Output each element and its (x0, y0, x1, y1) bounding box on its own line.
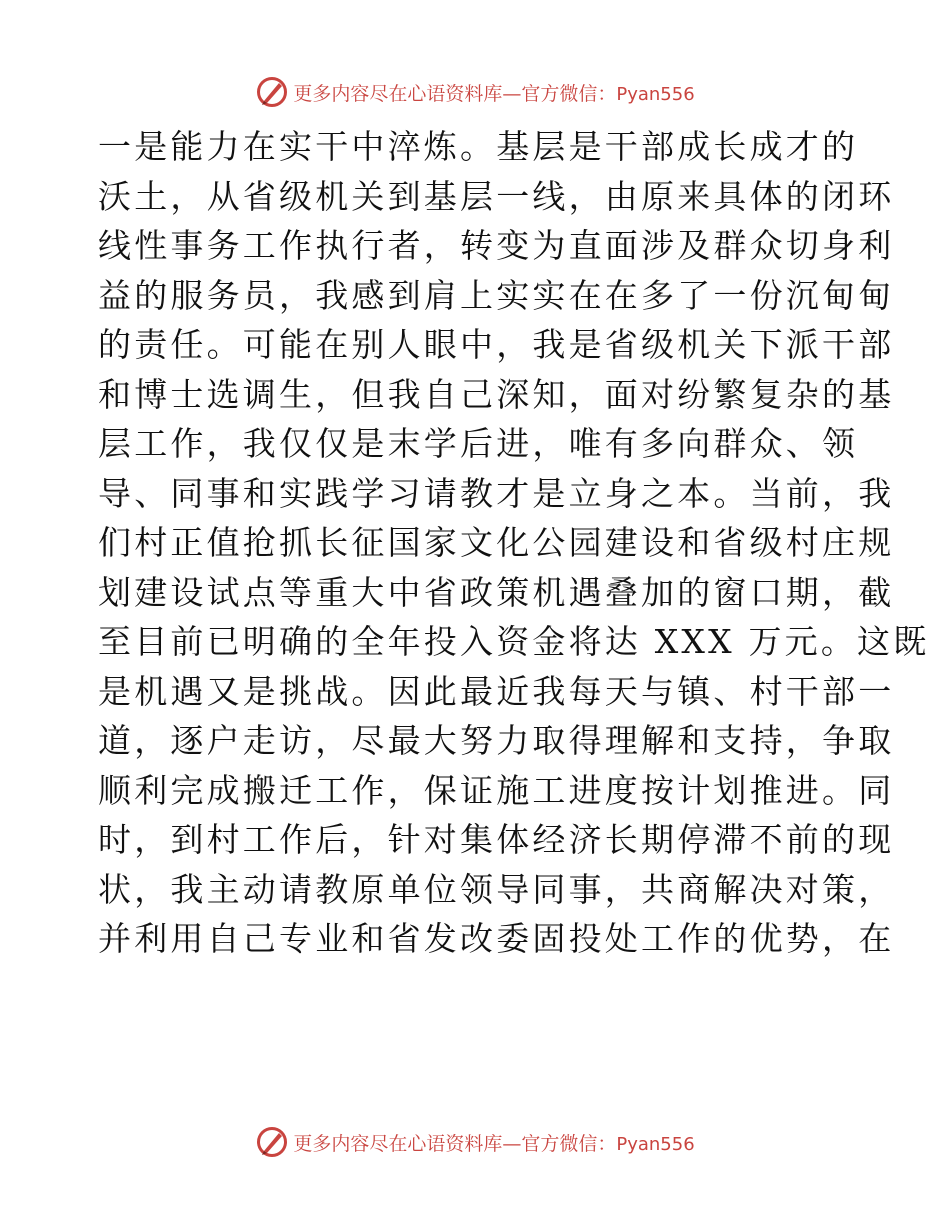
footer-watermark (0, 1122, 950, 1162)
text-line: 状，我主动请教原单位领导同事，共商解决对策， (98, 869, 895, 909)
header-watermark (0, 72, 950, 112)
text-line: 的责任。可能在别人眼中，我是省级机关下派干部 (98, 325, 895, 364)
text-line: 线性事务工作执行者，转变为直面涉及群众切身利 (98, 226, 895, 265)
watermark-main-text: 更多内容尽在心语资料库 (293, 1132, 503, 1155)
document-body (98, 122, 930, 964)
text-line: 并利用自己专业和省发改委固投处工作的优势，在 (98, 919, 895, 958)
watermark-main-text: 更多内容尽在心语资料库 (293, 82, 503, 105)
watermark-wechat-id: Pyan556 (616, 83, 695, 105)
watermark-text (293, 79, 694, 106)
text-line: 顺利完成搬迁工作，保证施工进度按计划推进。同 (98, 770, 895, 810)
text-line: 道，逐户走访，尽最大努力取得理解和支持，争取 (98, 721, 895, 760)
watermark-text (293, 1129, 694, 1156)
watermark-dash: — (502, 82, 522, 105)
text-line: 时，到村工作后，针对集体经济长期停滞不前的现 (98, 820, 895, 859)
text-line: 至目前已明确的全年投入资金将达 XXX 万元。这既 (98, 622, 930, 661)
text-line: 沃土，从省级机关到基层一线，由原来具体的闭环 (98, 176, 895, 216)
red-circle-pen-logo-icon (255, 1125, 289, 1159)
text-line: 们村正值抢抓长征国家文化公园建设和省级村庄规 (98, 523, 895, 562)
text-line: 益的服务员，我感到肩上实实在在多了一份沉甸甸 (98, 275, 895, 315)
watermark-wechat-label: 官方微信： (521, 1132, 617, 1155)
text-line: 层工作，我仅仅是末学后进，唯有多向群众、领 (98, 424, 859, 463)
watermark-dash: — (502, 1132, 522, 1155)
text-line: 是机遇又是挑战。因此最近我每天与镇、村干部一 (98, 671, 895, 711)
text-line: 导、同事和实践学习请教才是立身之本。当前，我 (98, 473, 895, 513)
watermark-wechat-id: Pyan556 (616, 1133, 695, 1155)
text-line: 划建设试点等重大中省政策机遇叠加的窗口期，截 (98, 572, 895, 612)
text-line: 一是能力在实干中淬炼。基层是干部成长成才的 (98, 127, 859, 166)
red-circle-pen-logo-icon (255, 75, 289, 109)
watermark-wechat-label: 官方微信： (521, 82, 617, 105)
text-line: 和博士选调生，但我自己深知，面对纷繁复杂的基 (98, 374, 895, 414)
